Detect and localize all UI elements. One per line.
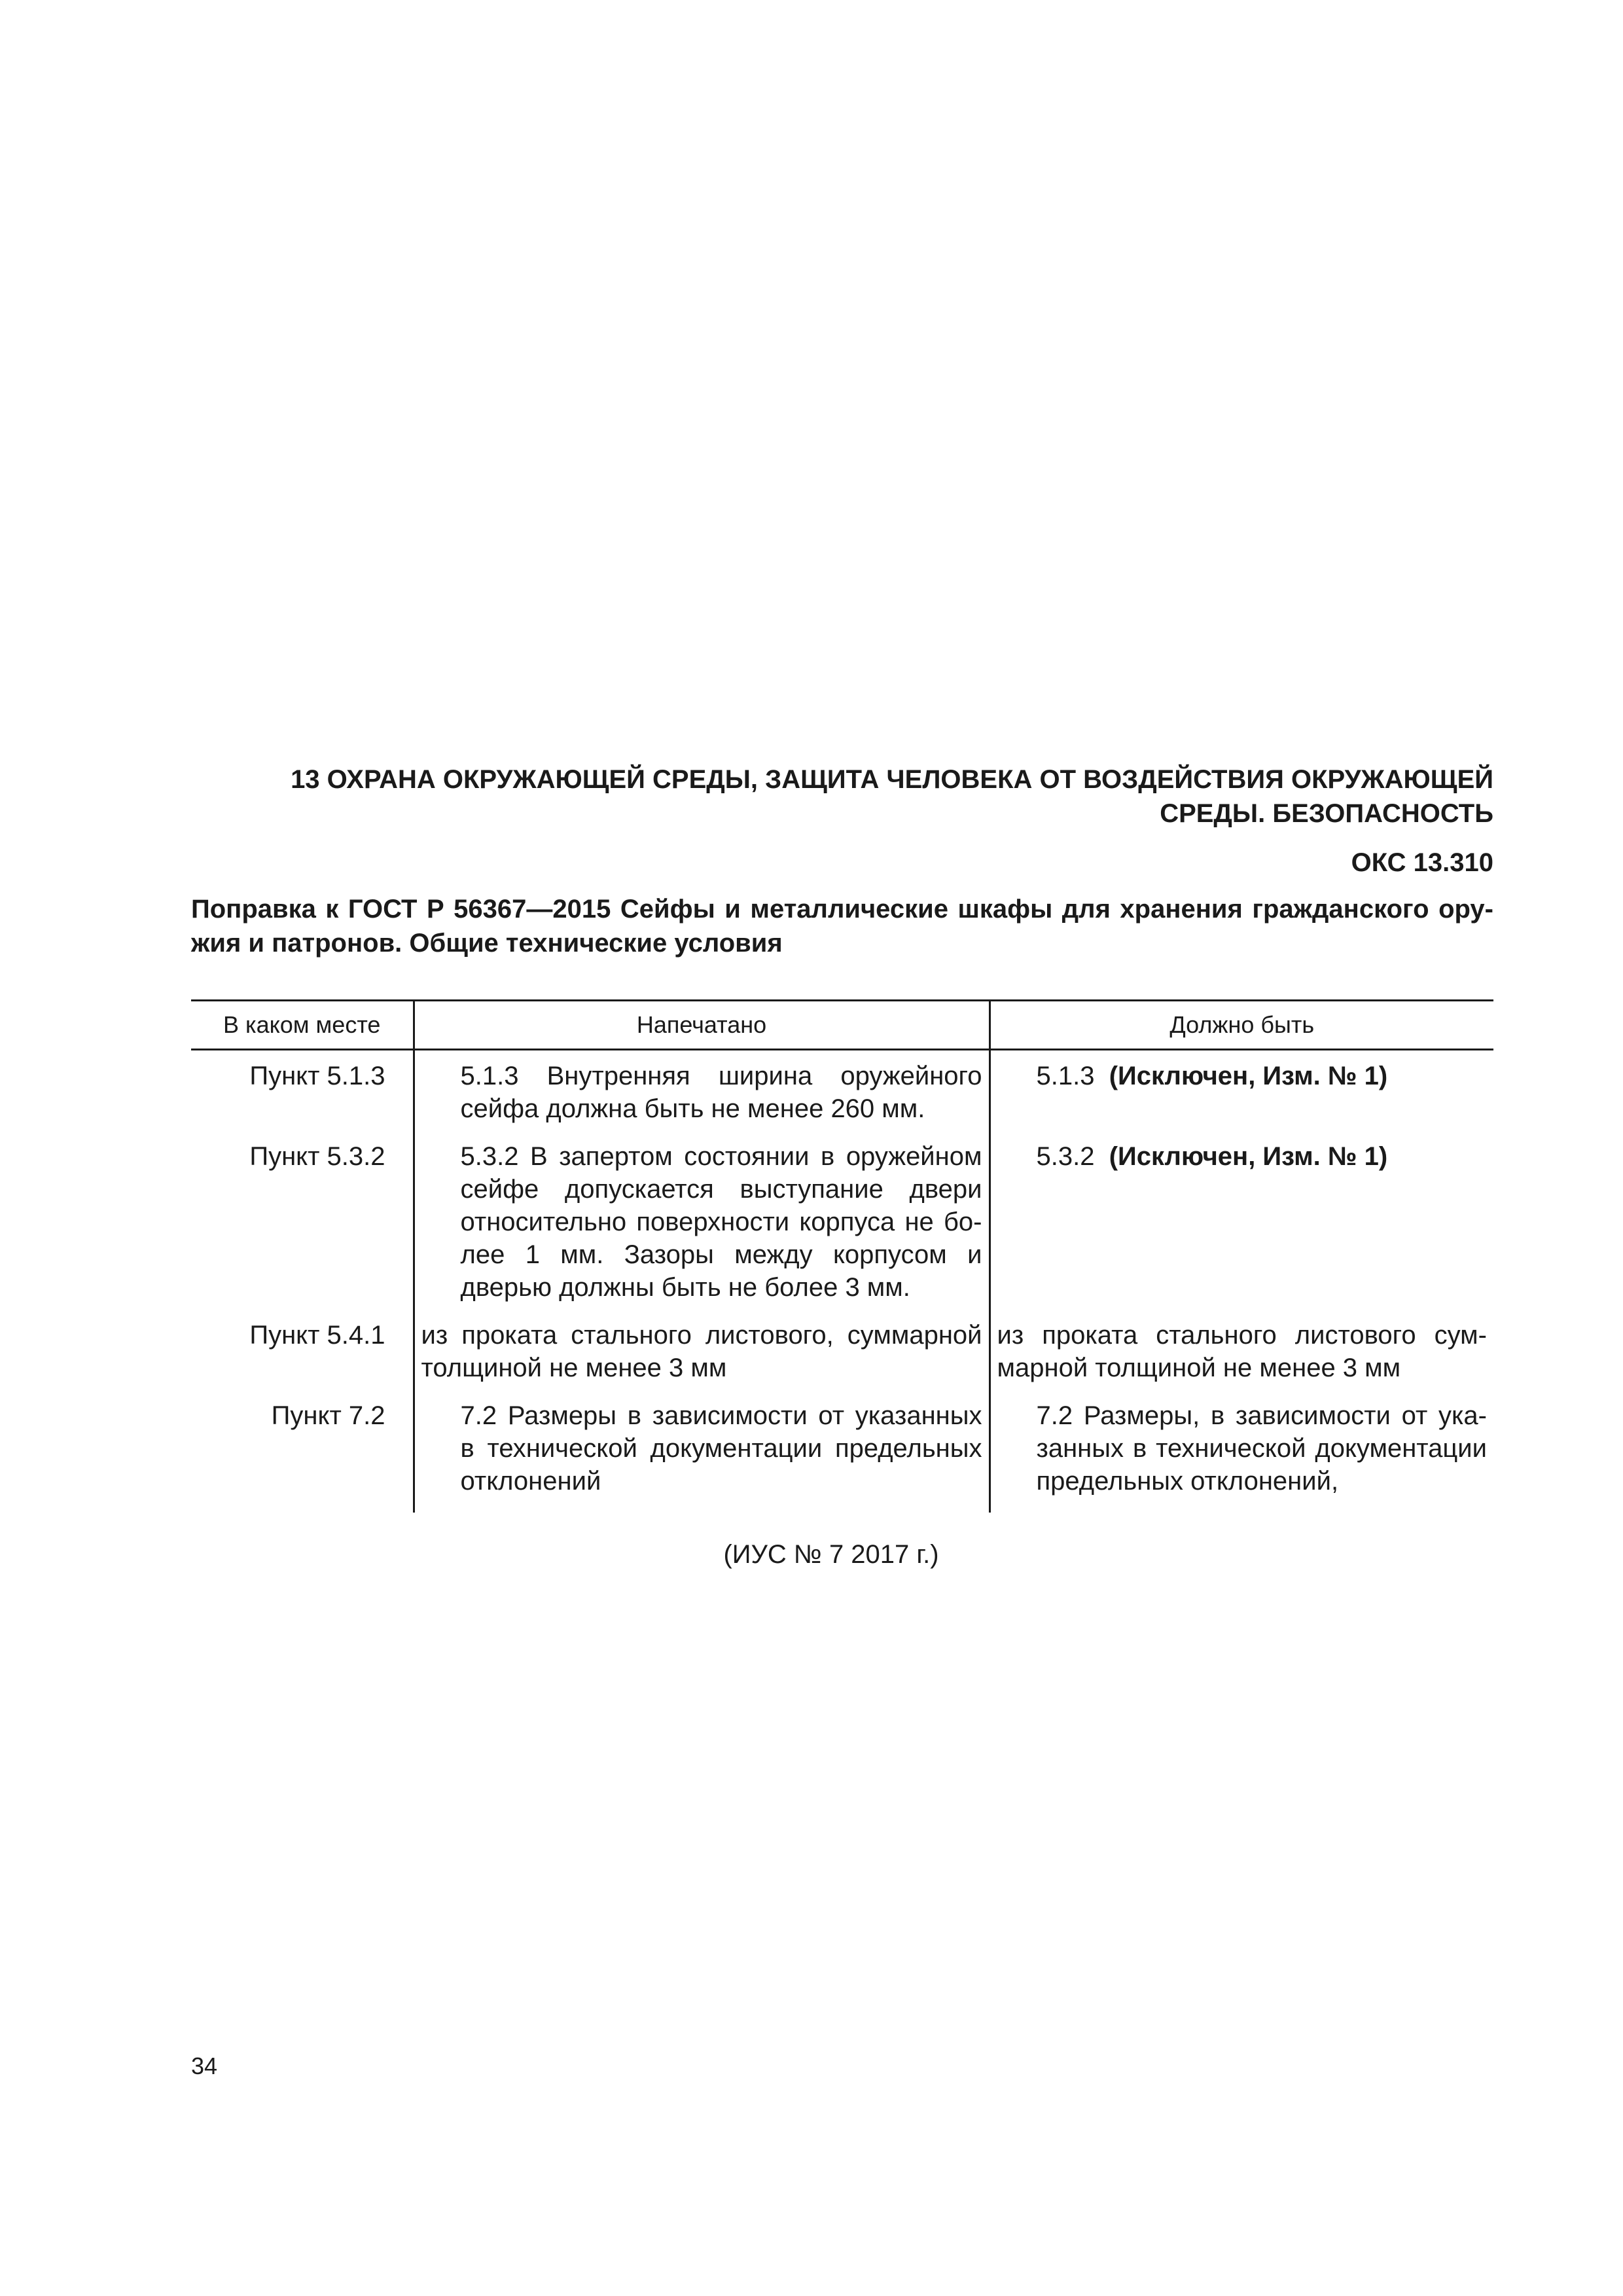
corrections-table <box>191 999 1493 1513</box>
section-heading-line-2: СРЕДЫ. БЕЗОПАСНОСТЬ <box>1160 799 1493 828</box>
correct-text <box>997 1140 1488 1173</box>
correct-bold: (Исключен, Изм. № 1) <box>1109 1062 1388 1090</box>
printed-text: 5.3.2 В запертом состоянии в оружейном сейфе допускается выступание двери относительно поверхности корпуса не более 1 мм. Зазоры между корпусом и дверью должны быть не более 3 мм. <box>460 1142 982 1302</box>
column-header-correct: Должно быть <box>990 1001 1493 1050</box>
table-row <box>191 1050 1493 1141</box>
section-heading-line-1: 13 ОХРАНА ОКРУЖАЮЩЕЙ СРЕДЫ, ЗАЩИТА ЧЕЛОВЕКА ОТ ВОЗДЕЙСТВИЯ ОКРУЖАЮЩЕЙ <box>291 765 1493 794</box>
section-heading <box>243 762 1493 831</box>
row-place: Пункт 5.1.3 <box>249 1062 385 1090</box>
source-reference: (ИУС № 7 2017 г.) <box>723 1540 939 1569</box>
row-printed <box>414 1140 990 1319</box>
table-row <box>191 1399 1493 1513</box>
correct-bold: (Исключен, Изм. № 1) <box>1109 1142 1388 1171</box>
row-correct: из проката стального листового суммарной толщиной не менее 3 мм <box>990 1319 1493 1399</box>
row-correct <box>990 1399 1493 1513</box>
table-header-row <box>191 1001 1493 1050</box>
printed-text: 7.2 Размеры в зависимости от указанных в технической документации предельных отклонений <box>460 1401 982 1496</box>
table-row <box>191 1140 1493 1319</box>
page-number: 34 <box>191 2053 218 2079</box>
table-row <box>191 1319 1493 1399</box>
column-header-printed: Напечатано <box>414 1001 990 1050</box>
oks-code: ОКС 13.310 <box>1351 848 1493 877</box>
row-correct <box>990 1050 1493 1141</box>
row-printed <box>414 1050 990 1141</box>
row-printed <box>414 1399 990 1513</box>
printed-text: 5.1.3 Внутренняя ширина оружейного сейфа должна быть не менее 260 мм. <box>460 1062 982 1123</box>
row-place: Пункт 5.3.2 <box>249 1142 385 1171</box>
row-place: Пункт 7.2 <box>271 1401 385 1430</box>
correction-title: Поправка к ГОСТ Р 56367—2015 Сейфы и металлические шкафы для хранения гражданского оружия и патронов. Общие технические условия <box>191 895 1493 958</box>
row-printed: из проката стального листового, суммарной толщиной не менее 3 мм <box>414 1319 990 1399</box>
correct-prefix: 5.3.2 <box>1036 1142 1095 1171</box>
row-correct <box>990 1140 1493 1319</box>
column-header-place: В каком месте <box>191 1001 414 1050</box>
correct-text <box>997 1060 1488 1092</box>
row-place: Пункт 5.4.1 <box>249 1321 385 1350</box>
correct-prefix: 5.1.3 <box>1036 1062 1095 1090</box>
correct-text: 7.2 Размеры, в зависимости от указанных в технической документации предельных отклонений, <box>1036 1401 1487 1496</box>
